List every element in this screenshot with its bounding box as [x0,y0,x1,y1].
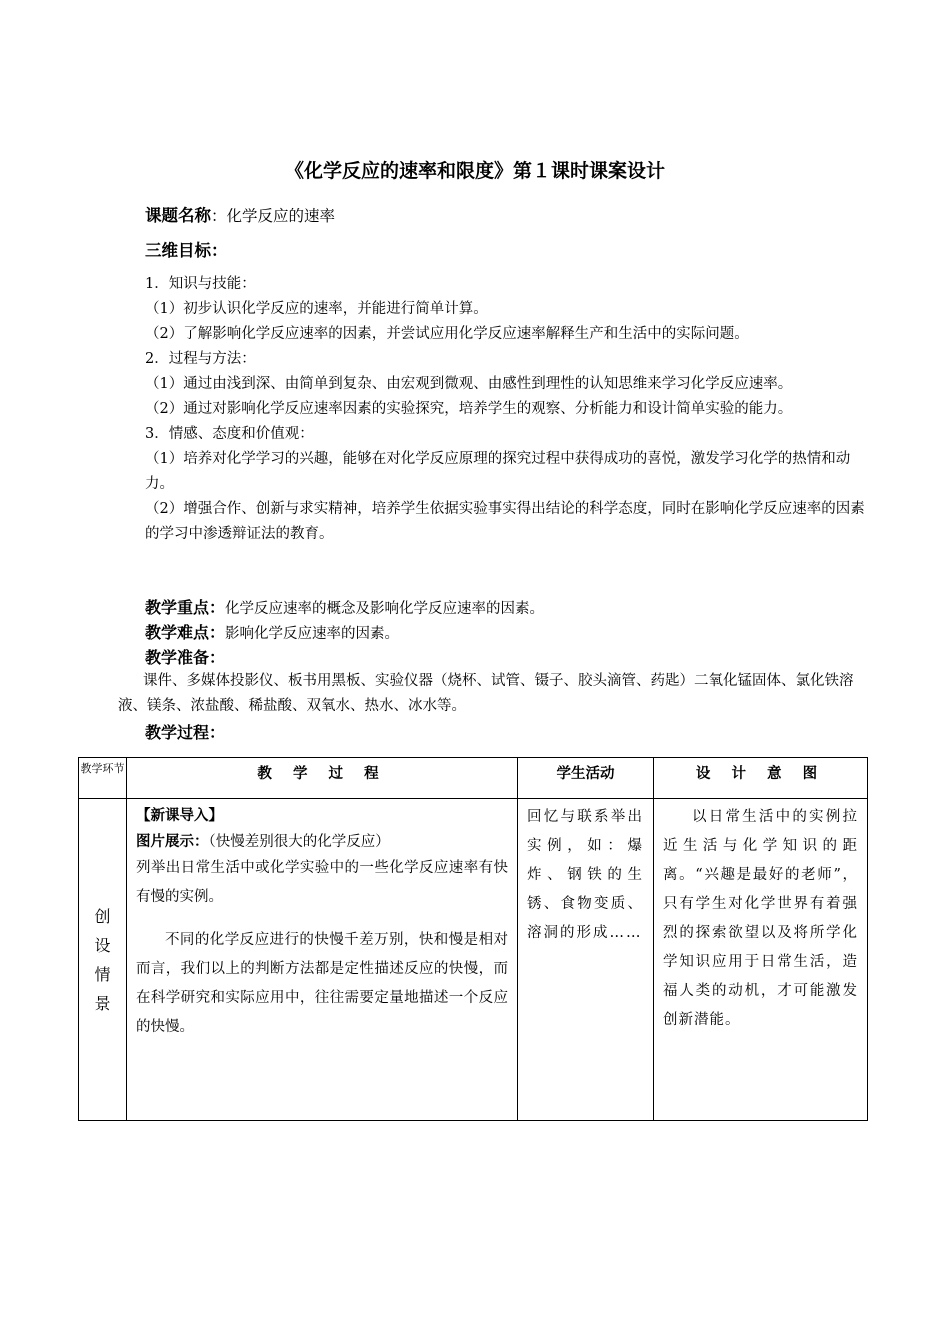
key-point-value: 化学反应速率的概念及影响化学反应速率的因素。 [225,601,545,617]
prep-text: 课件、多媒体投影仪、板书用黑板、实验仪器（烧杯、试管、镊子、胶头滴管、药匙）二氧化锰固体、氯化铁溶液、镁条、浓盐酸、稀盐酸、双氧水、热水、冰水等。 [118,673,854,714]
difficulty-label: 教学难点： [145,623,226,642]
process-heading: 教学过程： [145,723,226,742]
goal-line: （1）初步认识化学反应的速率，并能进行简单计算。 [145,301,488,317]
intro-tag: 【新课导入】 [136,808,223,824]
header-process: 教 学 过 程 [127,758,518,799]
stage-label: 创设情景 [94,906,111,1013]
header-design: 设 计 意 图 [654,758,868,799]
table-header-row [79,758,868,799]
goals-heading: 三维目标： [145,241,228,260]
goal-line: （1）培养对化学学习的兴趣，能够在对化学反应原理的探究过程中获得成功的喜悦，激发学习化学的热情和动力。 [145,451,851,492]
key-point [145,595,865,622]
document-title: 《化学反应的速率和限度》第１课时课案设计 [284,160,665,182]
topic-value: ：化学反应的速率 [211,207,336,225]
goal-line: （1）通过由浅到深、由简单到复杂、由宏观到微观、由感性到理性的认知思维来学习化学反应速率。 [145,376,793,392]
design-intent-cell: 以日常生活中的实例拉近生活与化学知识的距离。“兴趣是最好的老师”，只有学生对化学世界有着强烈的探索欲望以及将所学化学知识应用于日常生活，造福人类的动机，才可能激发创新潜能。 [654,799,868,1121]
difficulty [145,620,865,647]
prep-heading: 教学准备： [145,648,226,667]
header-stage: 教学环节 [79,758,127,799]
goal-line: （2）通过对影响化学反应速率因素的实验探究，培养学生的观察、分析能力和设计简单实验的能力。 [145,401,793,417]
pic-line [136,830,508,854]
goal-line: （2）增强合作、创新与求实精神，培养学生依据实验事实得出结论的科学态度，同时在影响化学反应速率的因素的学习中渗透辩证法的教育。 [145,501,865,542]
goal-line: 3．情感、态度和价值观： [145,426,314,442]
goal-line: （2）了解影响化学反应速率的因素，并尝试应用化学反应速率解释生产和生活中的实际问题。 [145,326,749,342]
student-activity-cell: 回忆与联系举出实例，如：爆炸、钢铁的生锈、食物变质、溶洞的形成…… [518,799,654,1121]
pic-label: 图片展示： [136,834,209,850]
table-row [79,799,868,1121]
stage-cell [79,799,127,1121]
process-cell [127,799,518,1121]
topic-line [145,202,335,226]
goal-line: 2．过程与方法： [145,351,256,367]
pic-value: （快慢差别很大的化学反应） [208,834,390,850]
difficulty-value: 影响化学反应速率的因素。 [225,626,400,642]
goals-list [145,272,865,547]
process-table [78,757,868,1121]
goal-line: 1．知识与技能： [145,276,256,292]
process-para-1: 列举出日常生活中或化学实验中的一些化学反应速率有快有慢的实例。 [136,860,508,905]
process-para-2: 不同的化学反应进行的快慢千差万别，快和慢是相对而言，我们以上的判断方法都是定性描述反应的快慢，而在科学研究和实际应用中，往往需要定量地描述一个反应的快慢。 [136,932,508,1035]
key-point-label: 教学重点： [145,598,226,617]
header-student: 学生活动 [518,758,654,799]
topic-label: 课题名称 [145,206,211,225]
